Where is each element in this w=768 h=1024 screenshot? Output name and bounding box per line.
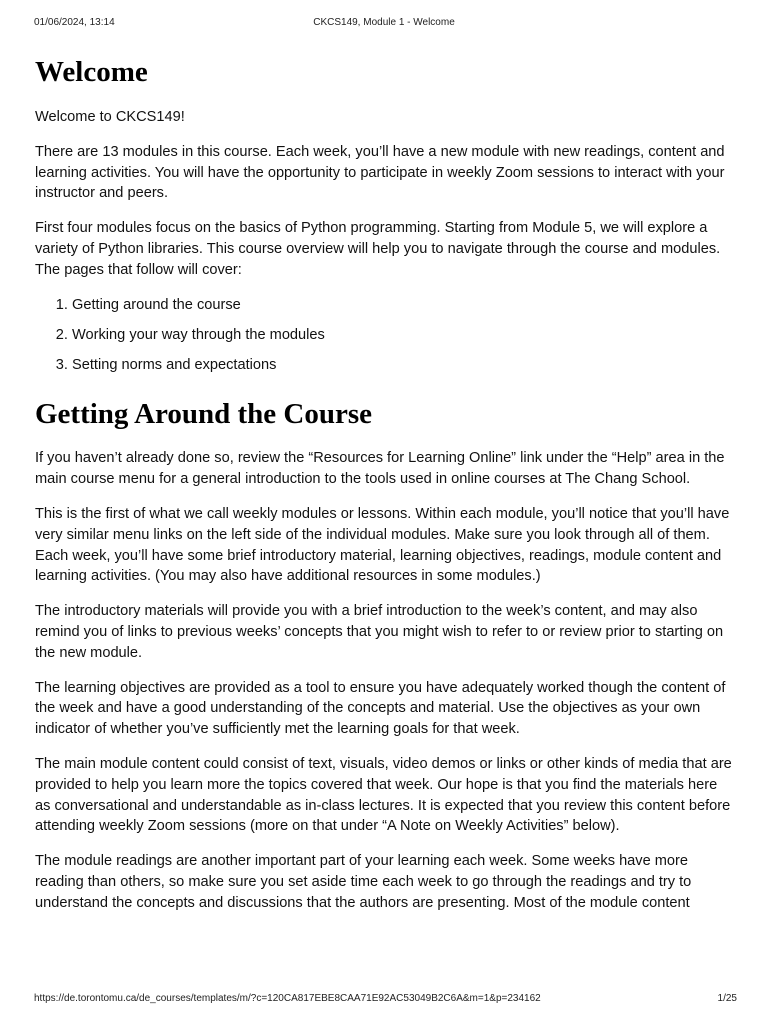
getting-around-paragraph: The introductory materials will provide you with a brief introduction to the week’s content, and may also remind you of links to previous weeks’ concepts that you might wish to refer to or review prior to starting on the new module. <box>35 603 724 661</box>
getting-around-paragraph: The learning objectives are provided as a tool to ensure you have adequately worked though the content of the week and have a good understanding of the concepts and material. Use the objectives as your own indicator of whether you’ve sufficiently met the learning goals for that week. <box>35 679 726 738</box>
welcome-paragraph: Welcome to CKCS149! <box>35 109 185 125</box>
welcome-paragraph: There are 13 modules in this course. Each week, you’ll have a new module with new readings, content and learning activities. You will have the opportunity to participate in weekly Zoom sessions to interact with your instructor and peers. <box>35 143 725 202</box>
getting-around-heading: Getting Around the Course <box>35 398 373 431</box>
print-datetime: 01/06/2024, 13:14 <box>34 17 115 28</box>
print-header <box>0 17 768 33</box>
print-page-title: CKCS149, Module 1 - Welcome <box>313 17 455 28</box>
getting-around-paragraph: This is the first of what we call weekly modules or lessons. Within each module, you’ll notice that you’ll have very similar menu links on the left side of the individual modules. Make sure you look through all of them. Each week, you’ll have some brief introductory material, learning objectives, readings, module content and learning activities. (You may also have additional resources in some modules.) <box>35 505 730 585</box>
page-number: 1/25 <box>717 993 737 1004</box>
topics-list-item: 1. Getting around the course <box>72 295 735 316</box>
topics-list-item: 2. Working your way through the modules <box>72 325 735 346</box>
welcome-heading: Welcome <box>35 56 148 88</box>
getting-around-paragraph: If you haven’t already done so, review the “Resources for Learning Online” link under the “Help” area in the main course menu for a general introduction to the tools used in online courses at The Chang School. <box>35 450 725 488</box>
print-url[interactable]: https://de.torontomu.ca/de_courses/templates/m/?c=120CA817EBE8CAA71E92AC53049B2C6A&m=1&p=234162 <box>34 993 541 1004</box>
getting-around-paragraph: The main module content could consist of text, visuals, video demos or links or other kinds of media that are provided to help you learn more the topics covered that week. Our hope is that you find the materials here as conversational and understandable as in-class lectures. It is expected that you review this content before attending weekly Zoom sessions (more on that under “A Note on Weekly Activities” below). <box>35 755 732 835</box>
page-content <box>35 50 735 927</box>
print-footer <box>0 993 768 1009</box>
topics-list <box>35 295 735 376</box>
welcome-paragraph: First four modules focus on the basics of Python programming. Starting from Module 5, we will explore a variety of Python libraries. This course overview will help you to navigate through the course and modules. The pages that follow will cover: <box>35 220 721 278</box>
topics-list-item: 3. Setting norms and expectations <box>72 355 735 376</box>
getting-around-paragraph: The module readings are another important part of your learning each week. Some weeks have more reading than others, so make sure you set aside time each week to go through the readings and try to understand the concepts and discussions that the authors are presenting. Most of the module content <box>35 853 692 911</box>
